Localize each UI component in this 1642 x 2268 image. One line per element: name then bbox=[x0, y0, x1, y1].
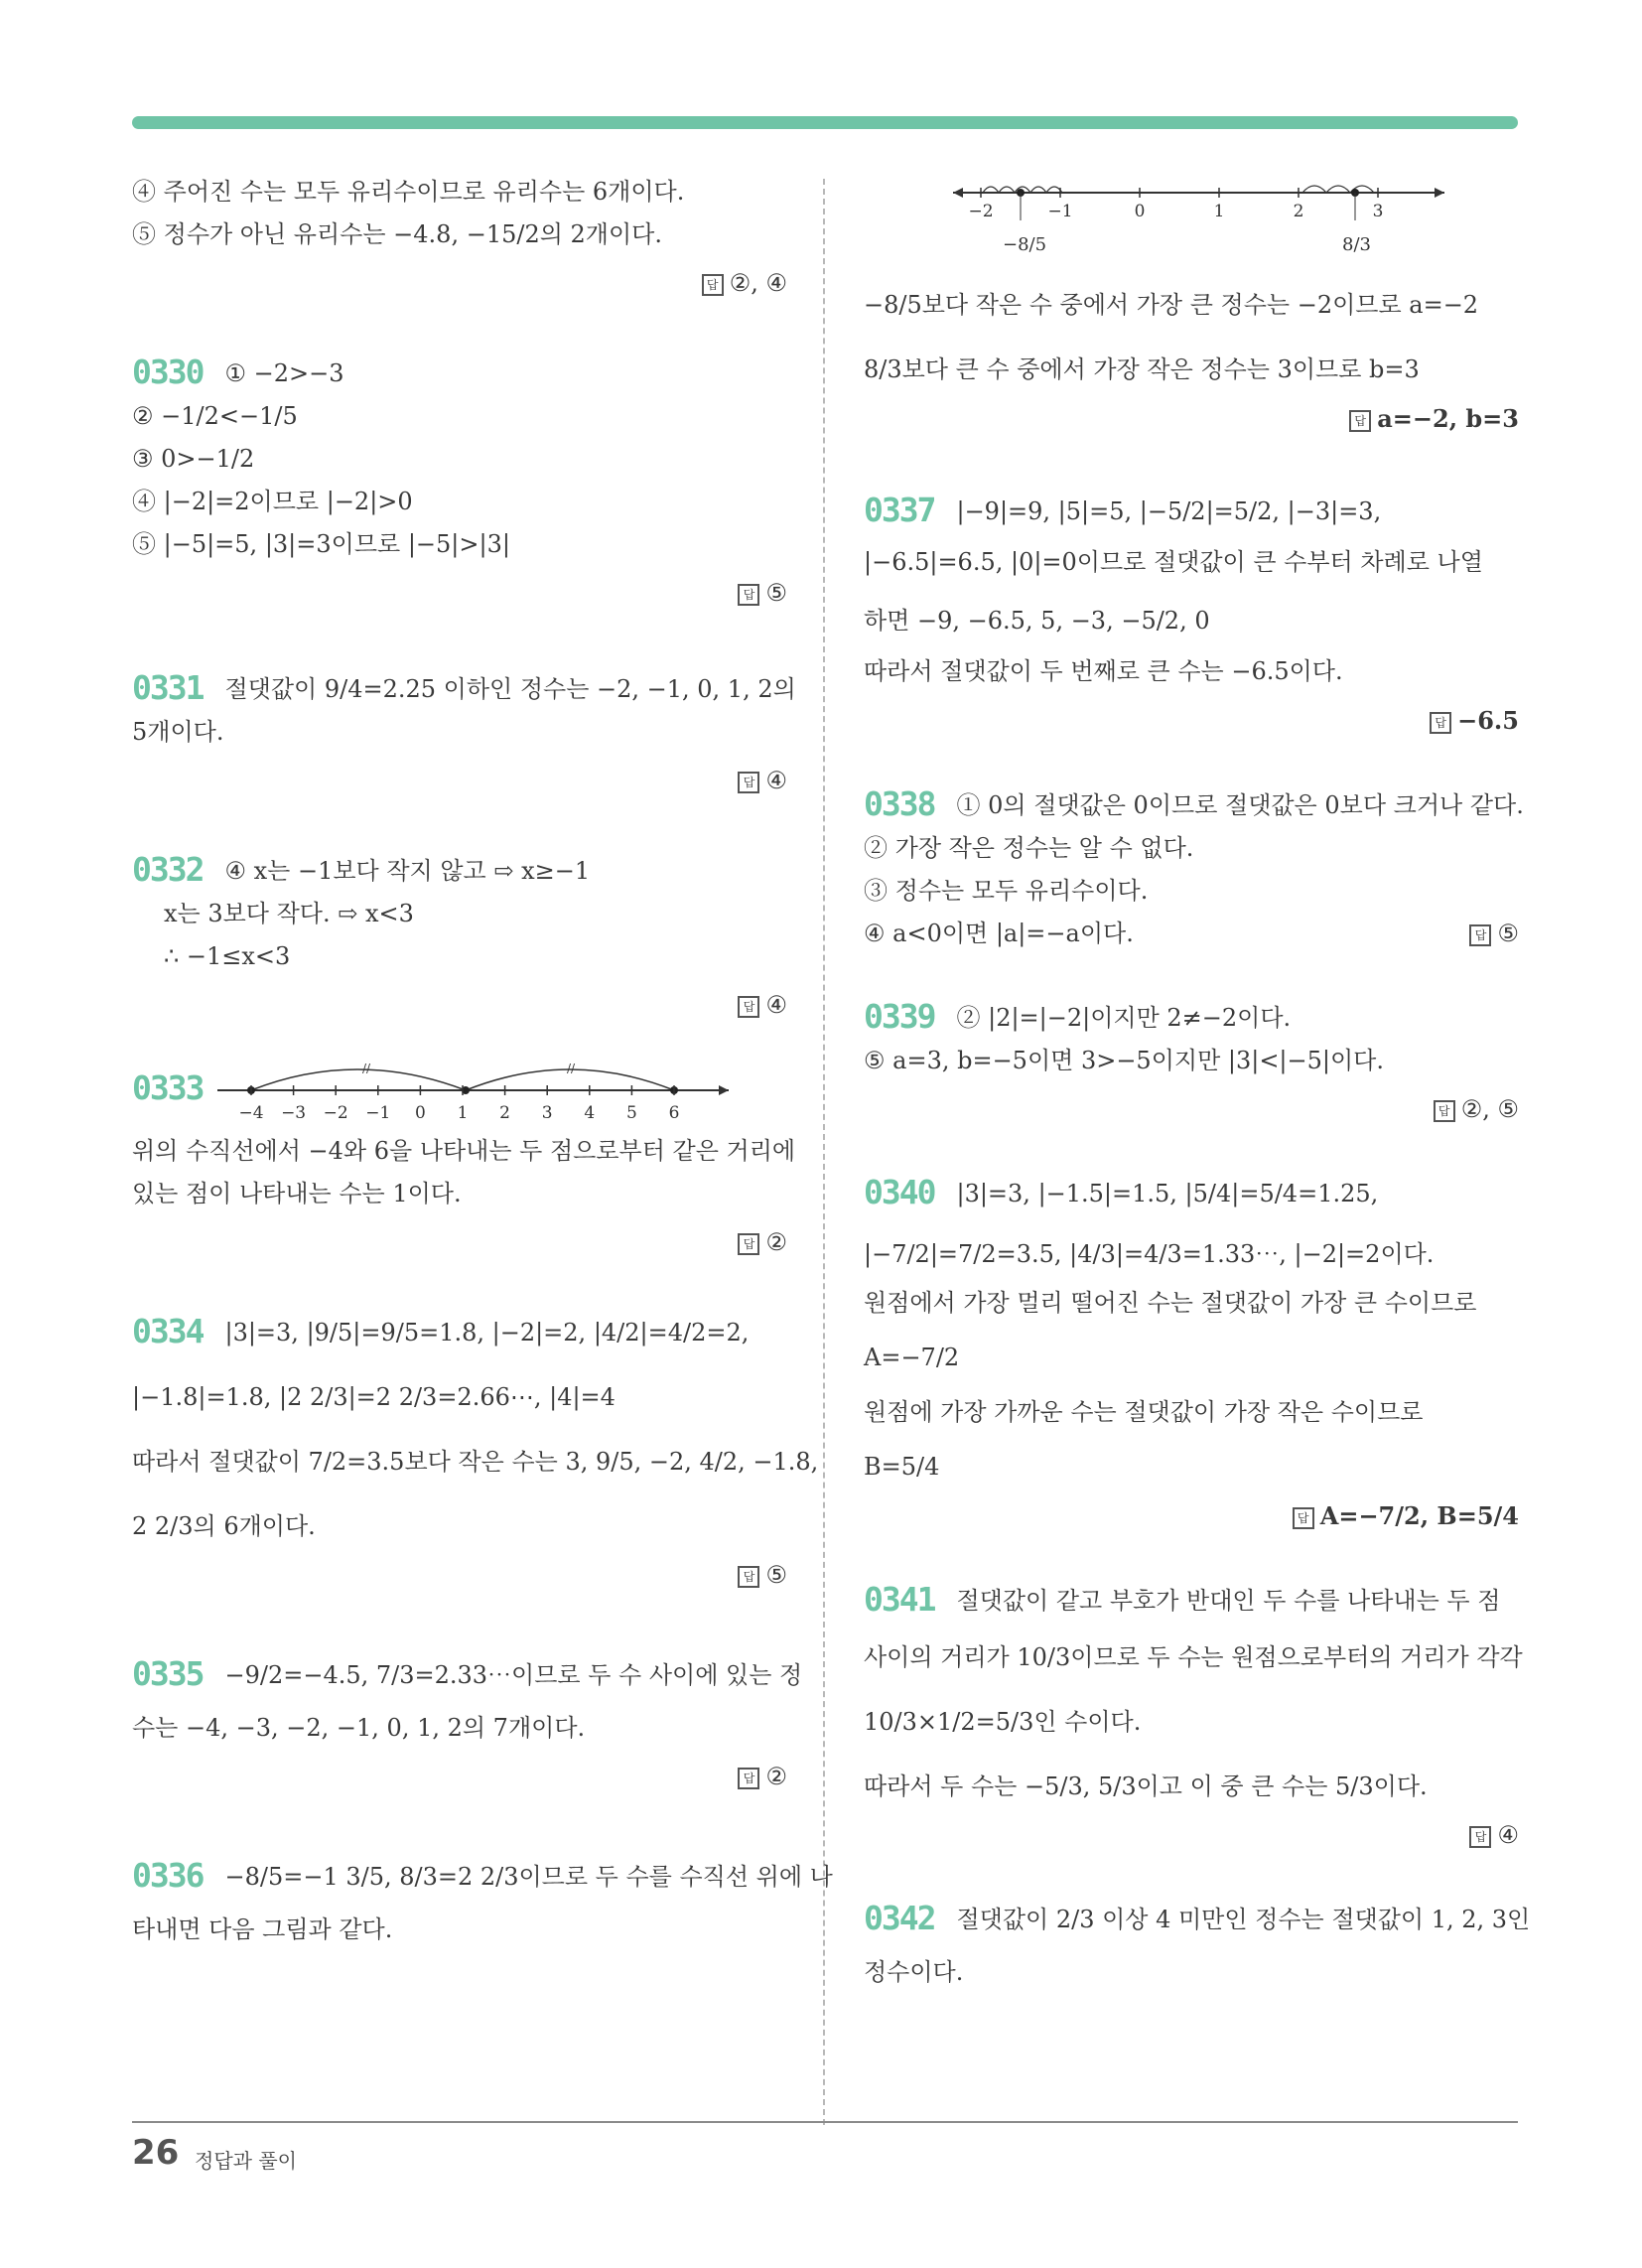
answer-icon: 답 bbox=[702, 274, 724, 296]
answer-icon: 답 bbox=[1293, 1507, 1314, 1529]
text-line bbox=[132, 1062, 787, 1130]
text-line: x는 3보다 작다. ⇨ x<3 bbox=[164, 900, 414, 927]
problem-0336 bbox=[132, 1854, 833, 1951]
answer-icon: 답 bbox=[738, 772, 759, 793]
tick-label: 4 bbox=[584, 1103, 596, 1123]
text-line: 따라서 두 수는 −5/3, 5/3이고 이 중 큰 수는 5/3이다. bbox=[864, 1772, 1428, 1800]
answer bbox=[864, 1088, 1519, 1131]
problem-number: 0338 bbox=[864, 784, 935, 823]
text-line bbox=[132, 848, 787, 893]
text-line bbox=[864, 782, 1524, 827]
svg-text://: // bbox=[567, 1062, 576, 1075]
tick-label: −2 bbox=[323, 1103, 348, 1123]
answer-value: ②, ⑤ bbox=[1460, 1095, 1519, 1123]
answer-icon: 답 bbox=[1469, 1826, 1491, 1848]
answer-value: ②, ④ bbox=[729, 269, 787, 297]
answer-icon: 답 bbox=[1469, 924, 1491, 946]
line-text: ① 0의 절댓값은 0이므로 절댓값은 0보다 크거나 같다. bbox=[956, 791, 1524, 819]
problem-number: 0331 bbox=[132, 668, 204, 707]
text-line: ④ |−2|=2이므로 |−2|>0 bbox=[132, 488, 413, 515]
text-line: |−7/2|=7/2=3.5, |4/3|=4/3=1.33⋯, |−2|=2이다. bbox=[864, 1240, 1435, 1268]
text-line: 하면 −9, −6.5, 5, −3, −5/2, 0 bbox=[864, 607, 1210, 635]
problem-number: 0333 bbox=[132, 1068, 204, 1107]
top-accent-bar bbox=[132, 116, 1518, 129]
text-line bbox=[864, 1897, 1531, 1941]
text-line: 10/3×1/2=5/3인 수이다. bbox=[864, 1708, 1142, 1736]
line-text: 절댓값이 같고 부호가 반대인 두 수를 나타내는 두 점 bbox=[956, 1587, 1501, 1615]
answer bbox=[132, 1221, 787, 1264]
tick-label: 0 bbox=[1134, 202, 1146, 221]
tick-label: 0 bbox=[414, 1103, 426, 1123]
text-line: 있는 점이 나타내는 수는 1이다. bbox=[132, 1180, 462, 1207]
problem-number: 0337 bbox=[864, 491, 935, 529]
line-text: −9/2=−4.5, 7/3=2.33⋯이므로 두 수 사이에 있는 정 bbox=[224, 1661, 803, 1689]
text-line: ⑤ a=3, b=−5이면 3>−5이지만 |3|<|−5|이다. bbox=[864, 1047, 1384, 1074]
label-b: 8/3 bbox=[1342, 234, 1371, 255]
problem-0332 bbox=[132, 848, 787, 1027]
line-text: 절댓값이 2/3 이상 4 미만인 정수는 절댓값이 1, 2, 3인 bbox=[956, 1906, 1531, 1933]
tick-label: −4 bbox=[238, 1103, 264, 1123]
text-line: 2 2/3의 6개이다. bbox=[132, 1512, 316, 1540]
problem-0335 bbox=[132, 1652, 803, 1798]
answer-icon: 답 bbox=[1434, 1100, 1455, 1122]
answer bbox=[132, 1756, 787, 1798]
problem-0339 bbox=[864, 995, 1519, 1131]
answer bbox=[864, 1814, 1519, 1857]
tick-label: 1 bbox=[1213, 202, 1225, 221]
text-line bbox=[864, 489, 1519, 533]
tick-label: 5 bbox=[625, 1103, 637, 1123]
text-line: 따라서 절댓값이 7/2=3.5보다 작은 수는 3, 9/5, −2, 4/2, −1.8, bbox=[132, 1448, 819, 1476]
text-line bbox=[132, 351, 787, 395]
problem-number: 0340 bbox=[864, 1173, 935, 1211]
text-line bbox=[864, 1578, 1519, 1623]
problem-number: 0342 bbox=[864, 1899, 935, 1937]
page-number: 26 bbox=[132, 2133, 180, 2173]
text-line bbox=[132, 1310, 787, 1354]
problem-0331 bbox=[132, 666, 796, 802]
footer-rule bbox=[132, 2121, 1518, 2123]
line-text: 절댓값이 9/4=2.25 이하인 정수는 −2, −1, 0, 1, 2의 bbox=[224, 675, 796, 703]
problem-number: 0341 bbox=[864, 1580, 935, 1619]
text-line bbox=[864, 1171, 1519, 1215]
answer-value: ④ bbox=[765, 991, 787, 1019]
answer bbox=[132, 760, 787, 802]
text-line: 원점에서 가장 멀리 떨어진 수는 절댓값이 가장 큰 수이므로 bbox=[864, 1289, 1477, 1317]
line-text: −8/5=−1 3/5, 8/3=2 2/3이므로 두 수를 수직선 위에 나 bbox=[224, 1863, 833, 1891]
text-line: ③ 0>−1/2 bbox=[132, 445, 255, 473]
text-line: 따라서 절댓값이 두 번째로 큰 수는 −6.5이다. bbox=[864, 657, 1343, 685]
problem-0334 bbox=[132, 1310, 819, 1597]
text-line: ③ 정수는 모두 유리수이다. bbox=[864, 877, 1149, 905]
problem-number: 0330 bbox=[132, 353, 204, 391]
text-line: 원점에 가장 가까운 수는 절댓값이 가장 작은 수이므로 bbox=[864, 1398, 1424, 1426]
answer-icon: 답 bbox=[738, 1233, 759, 1255]
text-line bbox=[132, 1854, 833, 1899]
problem-0338 bbox=[864, 782, 1524, 955]
answer bbox=[132, 262, 787, 305]
problem-number: 0334 bbox=[132, 1312, 204, 1350]
answer bbox=[132, 984, 787, 1027]
tick-label: 6 bbox=[668, 1103, 680, 1123]
text-line: 위의 수직선에서 −4와 6을 나타내는 두 점으로부터 같은 거리에 bbox=[132, 1137, 796, 1165]
text-line bbox=[864, 995, 1519, 1040]
answer bbox=[864, 1494, 1519, 1538]
text-line: 5개이다. bbox=[132, 718, 224, 746]
problem-0329-continued bbox=[132, 171, 787, 305]
number-line-0336-svg bbox=[953, 171, 1449, 270]
answer-icon: 답 bbox=[738, 996, 759, 1018]
problem-number: 0332 bbox=[132, 850, 204, 889]
answer-value: ④ bbox=[1497, 1821, 1519, 1849]
tick-label: −2 bbox=[968, 202, 994, 221]
answer-value: ⑤ bbox=[1497, 920, 1519, 947]
text-line: ② 가장 작은 정수는 알 수 없다. bbox=[864, 834, 1194, 862]
problem-0340 bbox=[864, 1171, 1519, 1538]
problem-0342 bbox=[864, 1897, 1531, 1994]
line-text: ① −2>−3 bbox=[224, 359, 344, 387]
answer bbox=[864, 699, 1519, 743]
number-line-0336 bbox=[864, 171, 1519, 270]
answer-value: ② bbox=[765, 1763, 787, 1790]
tick-label: 3 bbox=[1372, 202, 1384, 221]
tick-label: 2 bbox=[499, 1103, 511, 1123]
line-text: |3|=3, |−1.5|=1.5, |5/4|=5/4=1.25, bbox=[956, 1180, 1379, 1207]
text-line bbox=[864, 913, 1519, 955]
text-line: ④ 주어진 수는 모두 유리수이므로 유리수는 6개이다. bbox=[132, 178, 685, 206]
line-text: |−9|=9, |5|=5, |−5/2|=5/2, |−3|=3, bbox=[956, 497, 1382, 525]
problem-number: 0336 bbox=[132, 1856, 204, 1895]
right-column bbox=[864, 171, 1531, 2034]
answer-icon: 답 bbox=[1430, 712, 1451, 734]
text-line: 타내면 다음 그림과 같다. bbox=[132, 1915, 393, 1943]
text-line: 사이의 거리가 10/3이므로 두 수는 원점으로부터의 거리가 각각 bbox=[864, 1643, 1523, 1671]
answer-icon: 답 bbox=[738, 1768, 759, 1789]
text-line bbox=[132, 1652, 803, 1697]
tick-label: 3 bbox=[541, 1103, 553, 1123]
tick-label: −1 bbox=[1047, 202, 1073, 221]
answer bbox=[864, 397, 1519, 441]
text-line: 수는 −4, −3, −2, −1, 0, 1, 2의 7개이다. bbox=[132, 1714, 586, 1742]
problem-0333 bbox=[132, 1062, 796, 1264]
answer bbox=[132, 1554, 787, 1597]
answer-value: ② bbox=[765, 1228, 787, 1256]
answer-icon: 답 bbox=[738, 584, 759, 606]
line-text: ② |2|=|−2|이지만 2≠−2이다. bbox=[956, 1004, 1292, 1032]
answer-icon: 답 bbox=[1349, 410, 1371, 432]
problem-0336-continued bbox=[864, 284, 1519, 441]
problem-number: 0335 bbox=[132, 1654, 204, 1693]
text-line bbox=[132, 666, 796, 711]
answer-value: A=−7/2, B=5/4 bbox=[1319, 1501, 1519, 1530]
text-line: |−6.5|=6.5, |0|=0이므로 절댓값이 큰 수부터 차례로 나열 bbox=[864, 548, 1483, 576]
left-column bbox=[132, 171, 833, 1991]
label-a: −8/5 bbox=[1003, 234, 1047, 255]
problem-0341 bbox=[864, 1578, 1523, 1857]
problem-0330 bbox=[132, 351, 787, 615]
answer-value: ⑤ bbox=[765, 579, 787, 607]
text-line: A=−7/2 bbox=[864, 1344, 960, 1371]
answer-icon: 답 bbox=[738, 1566, 759, 1588]
problem-number: 0339 bbox=[864, 997, 935, 1036]
text-line: 정수이다. bbox=[864, 1958, 964, 1986]
text-line: ⑤ 정수가 아닌 유리수는 −4.8, −15/2의 2개이다. bbox=[132, 220, 662, 248]
text-line: ② −1/2<−1/5 bbox=[132, 402, 298, 430]
tick-label: −3 bbox=[281, 1103, 307, 1123]
text-line: |−1.8|=1.8, |2 2/3|=2 2/3=2.66⋯, |4|=4 bbox=[132, 1383, 616, 1411]
text-line: −8/5보다 작은 수 중에서 가장 큰 정수는 −2이므로 a=−2 bbox=[864, 291, 1479, 319]
answer-value: ④ bbox=[765, 767, 787, 794]
tick-label: 2 bbox=[1293, 202, 1304, 221]
text-line: ∴ −1≤x<3 bbox=[164, 942, 291, 970]
answer-value: −6.5 bbox=[1457, 706, 1519, 735]
tick-label: 1 bbox=[457, 1103, 469, 1123]
line-text: ④ x는 −1보다 작지 않고 ⇨ x≥−1 bbox=[224, 857, 591, 885]
footer-label: 정답과 풀이 bbox=[195, 2149, 297, 2173]
text-line: B=5/4 bbox=[864, 1453, 940, 1481]
text-line: ⑤ |−5|=5, |3|=3이므로 |−5|>|3| bbox=[132, 530, 510, 558]
tick-label: −1 bbox=[365, 1103, 391, 1123]
svg-text://: // bbox=[362, 1062, 371, 1075]
text-line: 8/3보다 큰 수 중에서 가장 작은 정수는 3이므로 b=3 bbox=[864, 355, 1420, 383]
answer-value: a=−2, b=3 bbox=[1377, 404, 1519, 433]
problem-0337 bbox=[864, 489, 1519, 743]
number-line-0333 bbox=[217, 1057, 734, 1126]
line-text: ④ a<0이면 |a|=−a이다. bbox=[864, 920, 1134, 947]
answer bbox=[1469, 913, 1519, 955]
line-text: |3|=3, |9/5|=9/5=1.8, |−2|=2, |4/2|=4/2=2, bbox=[224, 1319, 750, 1347]
answer-value: ⑤ bbox=[765, 1561, 787, 1589]
column-divider bbox=[823, 179, 825, 2125]
answer bbox=[132, 572, 787, 615]
